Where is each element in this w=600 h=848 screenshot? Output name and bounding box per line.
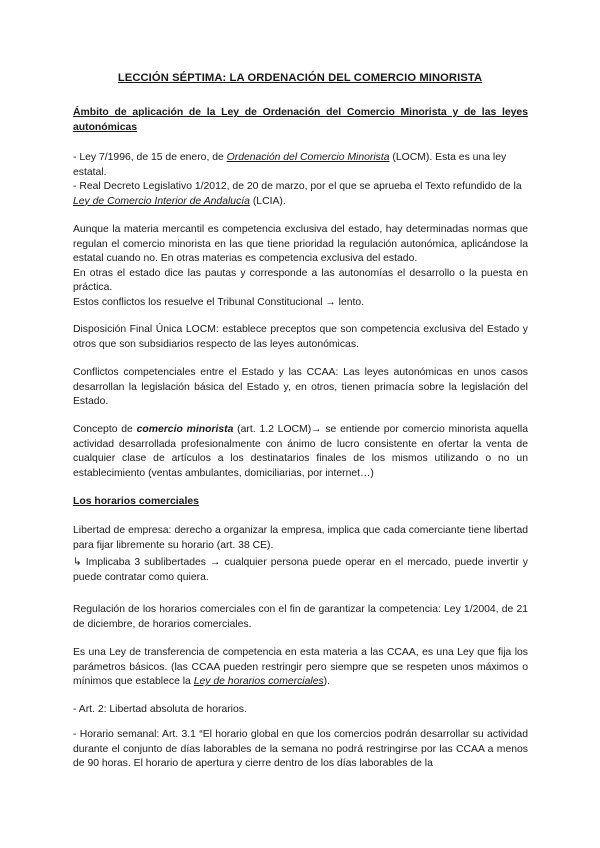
paragraph-horario-semanal: - Horario semanal: Art. 3.1 “El horario global en que los comercios podrán desarrollar su actividad durante el conjunto de días laborables de la semana no podrá restringirse por las CCAA a menos de 90 horas. El horario de apertura y cierre dentro de los días laborables de la [73,729,528,770]
law-item-suffix: (LOCM). Esta es una ley estatal. [73,152,507,178]
law-item-lcia [73,180,528,209]
paragraph-conflictos: Conflictos competenciales entre el Estado y las CCAA: Las leyes autonómicas en unos casos desarrollan la legislación básica del Estado y, en otros, tienen primacía sobre la legislación del Estado. [73,367,528,408]
law-item-prefix: - Real Decreto Legislativo 1/2012, de 20 de marzo, por el que se aprueba el Texto refundido de la [73,181,522,193]
paragraph-competencia-1: Aunque la materia mercantil es competencia exclusiva del estado, hay determinadas normas que regulan el comercio minorista en las que tiene prioridad la regulación autonómica, aplicándose la estatal cuando no. En otras materias es competencia exclusiva del estado. [73,224,528,265]
law-title-horarios: Ley de horarios comerciales [193,676,324,688]
concepto-term: comercio minorista [136,424,234,435]
paragraph-disposicion: Disposición Final Única LOCM: establece preceptos que son competencia exclusiva del Estado y otros que son subsidiarios respecto de las leyes autonómicas. [73,324,528,350]
section-heading-ambito: Ámbito de aplicación de la Ley de Ordenación del Comercio Minorista y de las leyes autonómicas [73,107,528,133]
law-item-suffix: (LCIA). [249,195,286,207]
paragraph-libertad: Libertad de empresa: derecho a organizar la empresa, implica que cada comerciante tiene libertad para fijar libremente su horario (art. 38 CE). [73,525,528,551]
competencia-group [73,223,528,311]
paragraph-art2: - Art. 2: Libertad absoluta de horarios. [73,704,247,715]
law-item-prefix: - Ley 7/1996, de 15 de enero, de [73,152,227,163]
transferencia-suffix: ). [323,676,331,688]
paragraph-concepto [73,423,528,481]
paragraph-sublibertades: ↳ Implicaba 3 sublibertades → cualquier persona puede operar en el mercado, puede invertir y puede contratar como quiera. [73,557,528,583]
law-title-locm: Ordenación del Comercio Minorista [226,152,390,163]
transferencia-text: Es una Ley de transferencia de competencia en esta materia a las CCAA, es una Ley que fija los parámetros básicos. (las CCAA pueden restringir pero siempre que se respeten unos máximos o mínimos que establece la [73,647,528,688]
law-item-locm [73,151,528,180]
paragraph-regulacion: Regulación de los horarios comerciales con el fin de garantizar la competencia: Ley 1/2004, de 21 de diciembre, de horarios comerciales. [73,604,528,630]
concepto-prefix: Concepto de [73,424,137,435]
page-title: LECCIÓN SÉPTIMA: LA ORDENACIÓN DEL COMERCIO MINORISTA [117,72,483,84]
paragraph-transferencia [73,646,528,690]
paragraph-competencia-3: Estos conflictos los resuelve el Tribunal Constitucional → lento. [73,296,365,308]
section-heading-horarios: Los horarios comerciales [73,496,199,507]
law-list [73,151,528,209]
paragraph-competencia-2: En otras el estado dice las pautas y corresponde a las autonomías el desarrollo o la puesta en práctica. [73,267,528,294]
concepto-text: (art. 1.2 LOCM)→ se entiende por comercio minorista aquella actividad desarrollada profesionalmente con ánimo de lucro consistente en ofertar la venta de cualquier clase de artículos a los destinatarios finales de los mismos utilizando o no un establecimiento (ventas ambulantes, domiciliarias, por internet…) [73,424,528,479]
law-title-lcia: Ley de Comercio Interior de Andalucía [73,195,250,207]
